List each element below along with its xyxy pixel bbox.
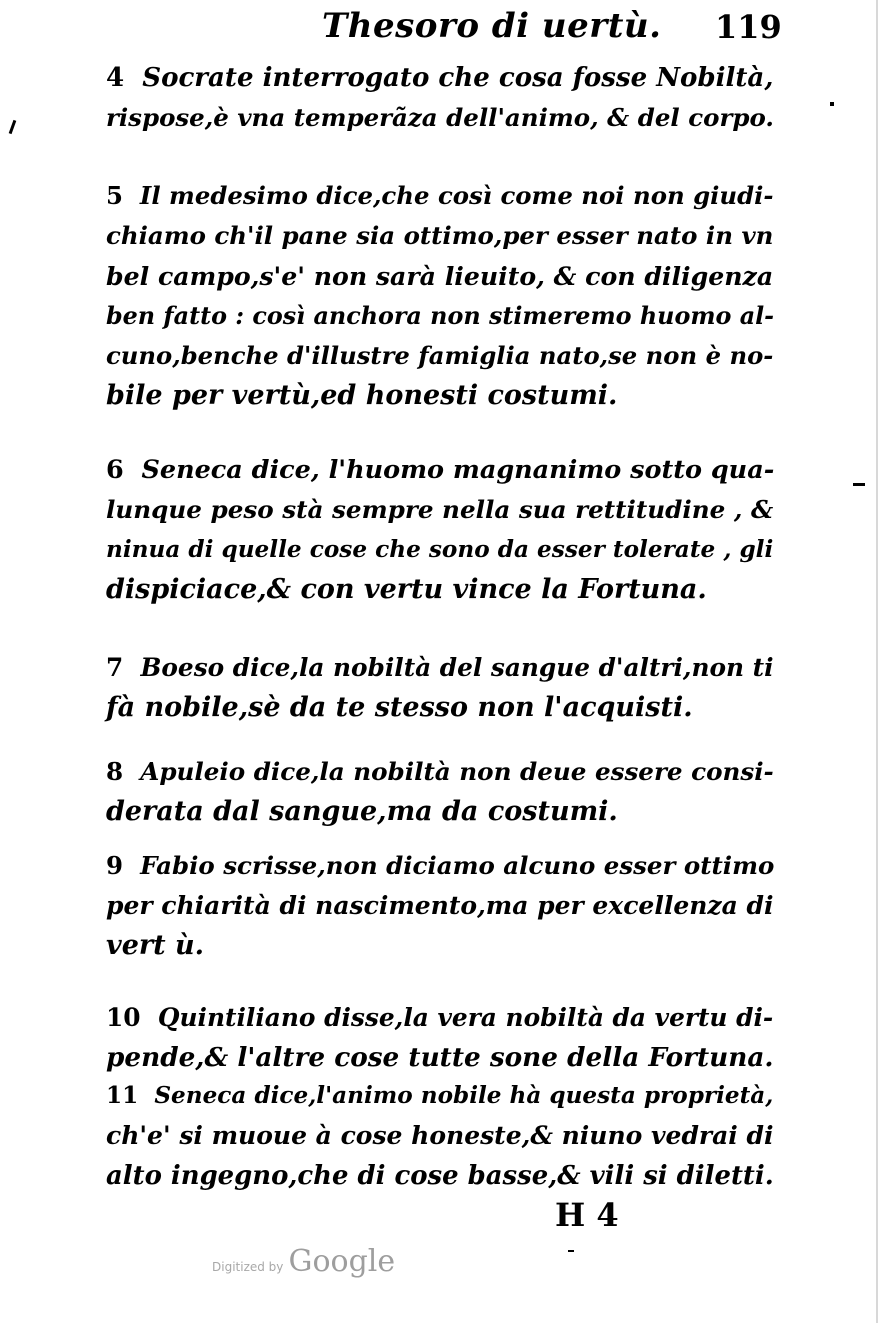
paragraph-number: 4	[106, 63, 125, 93]
signature-mark: H 4	[555, 1196, 619, 1234]
paragraph-9	[106, 846, 775, 966]
paragraph-line: vert ù.	[106, 930, 204, 961]
paragraph-line: per chiarità di nascimento,ma per excellenza di	[106, 891, 774, 920]
scan-speck	[9, 120, 17, 134]
paragraph-line: bile per vertù,ed honesti costumi.	[106, 380, 618, 411]
paragraph-5	[106, 176, 775, 416]
paragraph-line: alto ingegno,che di cose basse,& vili si diletti.	[106, 1161, 774, 1191]
paragraph-line: 10 Quintiliano disse,la vera nobiltà da vertu di-	[106, 1003, 774, 1032]
paragraph-line: bel campo,s'e' non sarà lieuito, & con diligenza	[106, 261, 774, 291]
paragraph-line: ch'e' si muoue à cose honeste,& niuno vedrai di	[106, 1121, 774, 1150]
paragraph-line: lunque peso stà sempre nella sua rettitudine , &	[106, 495, 774, 524]
digitized-by-watermark	[212, 1244, 395, 1279]
page-number: 119	[715, 8, 782, 46]
paragraph-4	[106, 58, 774, 138]
paragraph-number: 5	[106, 181, 123, 210]
paragraph-number: 6	[106, 455, 124, 485]
paragraph-number: 8	[106, 757, 124, 786]
scan-speck	[830, 102, 834, 106]
paragraph-line: ben fatto : così anchora non stimeremo huomo al-	[106, 302, 775, 330]
google-logo: Google	[288, 1244, 396, 1279]
paragraph-line: 8 Apuleio dice,la nobiltà non deue essere consi-	[106, 757, 774, 786]
paragraph-8	[106, 752, 774, 832]
paragraph-line: 7 Boeso dice,la nobiltà del sangue d'altri,non ti	[106, 653, 774, 682]
paragraph-line: 11 Seneca dice,l'animo nobile hà questa proprietà,	[106, 1082, 774, 1109]
paragraph-number: 9	[106, 851, 124, 880]
paragraph-line: dispiciace,& con vertu vince la Fortuna.	[106, 574, 707, 605]
paragraph-line: 6 Seneca dice, l'huomo magnanimo sotto qua-	[106, 455, 775, 485]
paragraph-line: chiamo ch'il pane sia ottimo,per esser nato in vn	[106, 221, 774, 250]
paragraph-number: 7	[106, 653, 124, 682]
running-head-title: Thesoro di uertù.	[322, 6, 662, 46]
paragraph-line: ninua di quelle cose che sono da esser tolerate , gli	[106, 536, 774, 563]
paragraph-number: 11	[106, 1082, 139, 1109]
page-edge	[876, 0, 878, 1323]
paragraph-number: 10	[106, 1003, 141, 1032]
paragraph-line: 4 Socrate interrogato che cosa fosse Nobiltà,	[106, 63, 774, 93]
paragraph-7	[106, 648, 774, 728]
paragraph-line: rispose,è vna temperãza dell'animo, & del corpo.	[106, 103, 774, 132]
paragraph-line: fà nobile,sè da te stesso non l'acquisti.	[106, 692, 693, 723]
paragraph-line: derata dal sangue,ma da costumi.	[106, 796, 618, 827]
paragraph-line: 9 Fabio scrisse,non diciamo alcuno esser ottimo	[106, 851, 775, 880]
scan-speck	[568, 1250, 574, 1252]
paragraph-6	[106, 450, 775, 610]
paragraph-line: cuno,benche d'illustre famiglia nato,se non è no-	[106, 341, 774, 370]
paragraph-line: 5 Il medesimo dice,che così come noi non giudi-	[106, 181, 774, 210]
paragraph-10	[106, 998, 774, 1078]
paragraph-11	[106, 1076, 774, 1196]
digitized-by-label: Digitized by	[212, 1260, 284, 1274]
scan-speck	[853, 483, 865, 486]
paragraph-line: pende,& l'altre cose tutte sone della Fortuna.	[106, 1042, 774, 1073]
